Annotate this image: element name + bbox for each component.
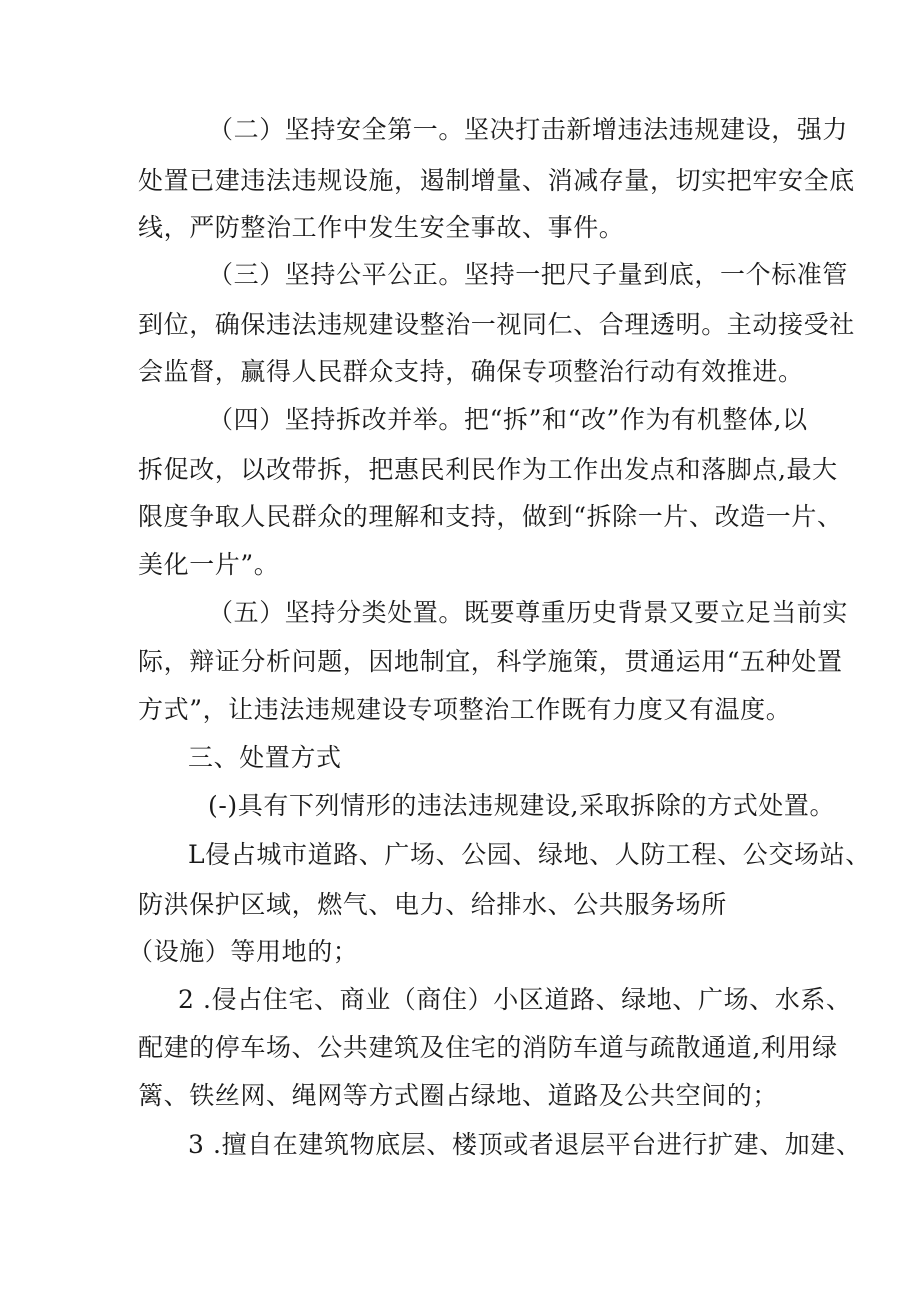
text-line-16: L侵占城市道路、广场、公园、绿地、人防工程、公交场站、: [188, 840, 871, 869]
text-line-13: 方式”，让违法违规建设专项整治工作既有力度又有温度。: [138, 695, 792, 724]
text-line-12: 际，辩证分析问题，因地制宜，科学施策，贯通运用“五种处置: [138, 647, 843, 676]
text-line-2: 处置已建违法违规设施，遏制增量、消减存量，切实把牢安全底: [138, 166, 855, 195]
text-line-22: 3 .擅自在建筑物底层、楼顶或者退层平台进行扩建、加建、: [188, 1130, 862, 1159]
text-line-8: 拆促改，以改带拆，把惠民利民作为工作出发点和落脚点,最大: [138, 455, 838, 484]
text-line-18: （设施）等用地的；: [128, 937, 359, 966]
text-line-21: 篱、铁丝网、绳网等方式圈占绿地、道路及公共空间的；: [138, 1081, 779, 1110]
text-line-6: 会监督，赢得人民群众支持，确保专项整治行动有效推进。: [138, 357, 804, 386]
text-line-1: （二）坚持安全第一。坚决打击新增违法违规建设，强力: [208, 115, 849, 144]
text-line-5: 到位，确保违法违规建设整治一视同仁、合理透明。主动接受社: [138, 310, 855, 339]
text-line-17: 防洪保护区域，燃气、电力、给排水、公共服务场所: [138, 890, 727, 919]
section-heading: 三、处置方式: [188, 743, 342, 772]
text-line-9: 限度争取人民群众的理解和支持，做到“拆除一片、改造一片、: [138, 502, 843, 531]
text-line-4: （三）坚持公平公正。坚持一把尺子量到底，一个标准管: [208, 260, 849, 289]
text-line-20: 配建的停车场、公共建筑及住宅的消防车道与疏散通道,利用绿: [138, 1033, 838, 1062]
text-line-15: (-)具有下列情形的违法违规建设,采取拆除的方式处置。: [208, 791, 836, 820]
text-line-10: 美化一片”。: [138, 550, 280, 579]
text-line-3: 线，严防整治工作中发生安全事故、事件。: [138, 213, 625, 242]
text-line-7: （四）坚持拆改并举。把“拆”和“改”作为有机整体,以: [208, 405, 808, 434]
text-line-19: 2 .侵占住宅、商业（商住）小区道路、绿地、广场、水系、: [178, 985, 852, 1014]
text-line-11: （五）坚持分类处置。既要尊重历史背景又要立足当前实: [208, 598, 849, 627]
